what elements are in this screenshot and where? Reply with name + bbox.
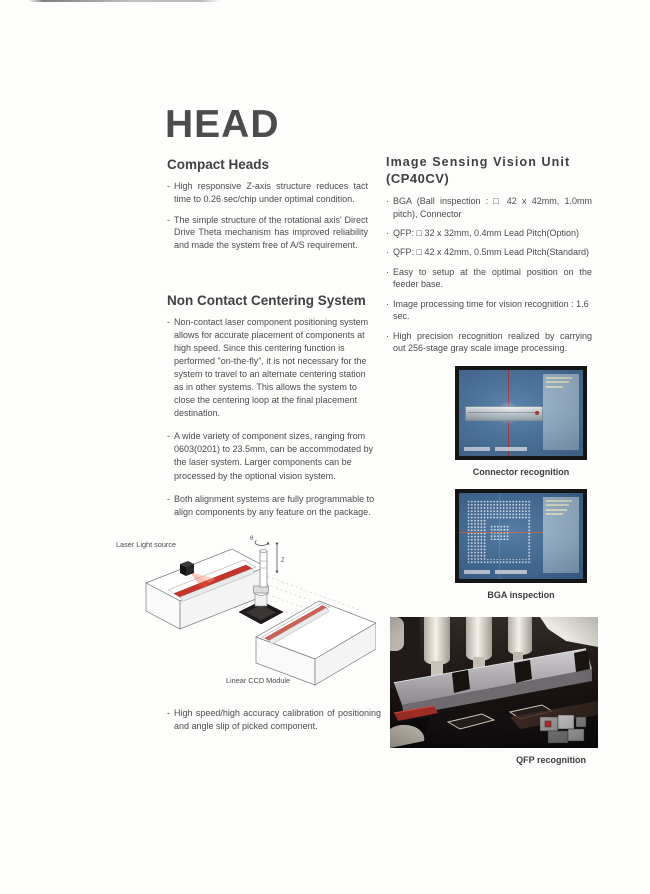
crosshair-horizontal [459, 532, 543, 533]
hud-data-panel [543, 497, 579, 573]
bga-inspection-screen [455, 489, 587, 583]
bullet-marker: · [386, 228, 389, 239]
fiducial-dot [535, 411, 539, 415]
bullet-marker: · [386, 247, 389, 258]
laser-centering-diagram [106, 531, 376, 706]
section-heading: Compact Heads [167, 157, 270, 172]
bullet-item [386, 227, 592, 240]
bullet-text: A wide variety of component sizes, ranging from 0603(0201) to 23.5mm, can be accommodated by the laser system. Larger components can be processed by the optional vision system. [174, 431, 374, 481]
bullet-item [167, 493, 375, 519]
hud-text-line [546, 381, 569, 383]
crosshair-vertical [499, 493, 500, 579]
section-heading-line1: Image Sensing Vision Unit [386, 155, 571, 169]
hud-text-line [546, 509, 567, 511]
bullet-text: The simple structure of the rotational axis' Direct Drive Theta mechanism has improved reliability and made the system free of A/S requirement. [174, 214, 368, 251]
bullet-marker: - [167, 431, 170, 442]
bullet-item [386, 266, 592, 292]
hud-data-panel [543, 374, 579, 450]
qfp-recognition-photo [390, 617, 598, 748]
bullet-marker: - [167, 493, 170, 504]
section-compact-heads [167, 157, 368, 260]
bullet-item [167, 214, 368, 252]
bullet-item [386, 246, 592, 259]
section-image-sensing-vision-unit [386, 155, 592, 362]
bullet-item [167, 180, 368, 206]
bullet-marker: · [386, 330, 389, 341]
connector-recognition-screen [455, 366, 587, 460]
z-axis-label: Z [281, 558, 285, 564]
hud-text-line [546, 513, 563, 515]
section-heading: Non Contact Centering System [167, 293, 366, 308]
bullet-item [386, 330, 592, 356]
bullet-text: High precision recognition realized by carrying out 256-stage gray scale image processing. [393, 330, 592, 354]
status-segment [464, 447, 490, 451]
bullet-marker: - [167, 181, 170, 191]
bullet-item [386, 195, 592, 221]
hud-text-line [546, 386, 563, 388]
bullet-text: Non-contact laser component positioning system allows for accurate placement of components at high speed. Since this centering function is performed "on-the-fly", it is not necessary for the system to travel to an alternate centering station as in other systems. This allows the system to close the centering loop at the final placement destination. [174, 317, 369, 419]
bullet-item [167, 430, 375, 482]
theta-rotation-arrow [255, 541, 268, 546]
calibration-note [167, 707, 381, 741]
hud-text-line [546, 504, 569, 506]
bullet-text: High speed/high accuracy calibration of positioning and angle slip of picked component. [174, 708, 381, 731]
bullet-item [386, 298, 592, 324]
bullet-text: Easy to setup at the optimal position on the feeder base. [393, 266, 592, 290]
bullet-marker: · [386, 266, 389, 277]
laser-light-source-label: Laser Light source [116, 540, 177, 549]
status-segment [495, 447, 527, 451]
bullet-marker: - [167, 708, 170, 718]
scan-artifact-line [28, 0, 220, 2]
status-segment [464, 570, 490, 574]
hud-text-line [546, 500, 572, 502]
figure-caption: QFP recognition [516, 755, 586, 765]
status-text [464, 447, 527, 451]
bullet-marker: - [167, 214, 170, 225]
bullet-text: Both alignment systems are fully programmable to align components by any feature on the package. [174, 493, 375, 517]
figure-caption: Connector recognition [472, 467, 570, 477]
bullet-text: QFP: □ 42 x 42mm, 0.5mm Lead Pitch(Standard) [393, 247, 590, 258]
theta-label: θ [250, 536, 254, 542]
figure-connector-recognition [455, 366, 587, 477]
bullet-item [167, 707, 381, 733]
connector-component [465, 406, 543, 421]
page-title: HEAD [165, 103, 280, 146]
bullet-item [167, 316, 375, 420]
status-text [464, 570, 527, 574]
bullet-text: High responsive Z-axis structure reduces tact time to 0.26 sec/chip under optimal condition. [174, 181, 368, 204]
status-segment [495, 570, 527, 574]
bullet-marker: - [167, 317, 170, 327]
bullet-marker: · [386, 298, 389, 309]
bullet-text: Image processing time for vision recognition : 1.6 sec. [393, 298, 589, 322]
bullet-marker: · [386, 196, 389, 206]
section-heading-line2: (CP40CV) [386, 171, 450, 186]
bullet-text: QFP: □ 32 x 32mm, 0.4mm Lead Pitch(Option) [393, 228, 580, 239]
section-non-contact-centering [167, 293, 375, 529]
figure-qfp-recognition [390, 617, 598, 765]
bullet-text: BGA (Ball inspection : □ 42 x 42mm, 1.0mm pitch), Connector [393, 196, 592, 219]
figure-caption: BGA inspection [487, 590, 555, 600]
linear-ccd-module-label: Linear CCD Module [226, 676, 291, 685]
figure-bga-inspection [455, 489, 587, 600]
hud-text-line [546, 377, 572, 379]
